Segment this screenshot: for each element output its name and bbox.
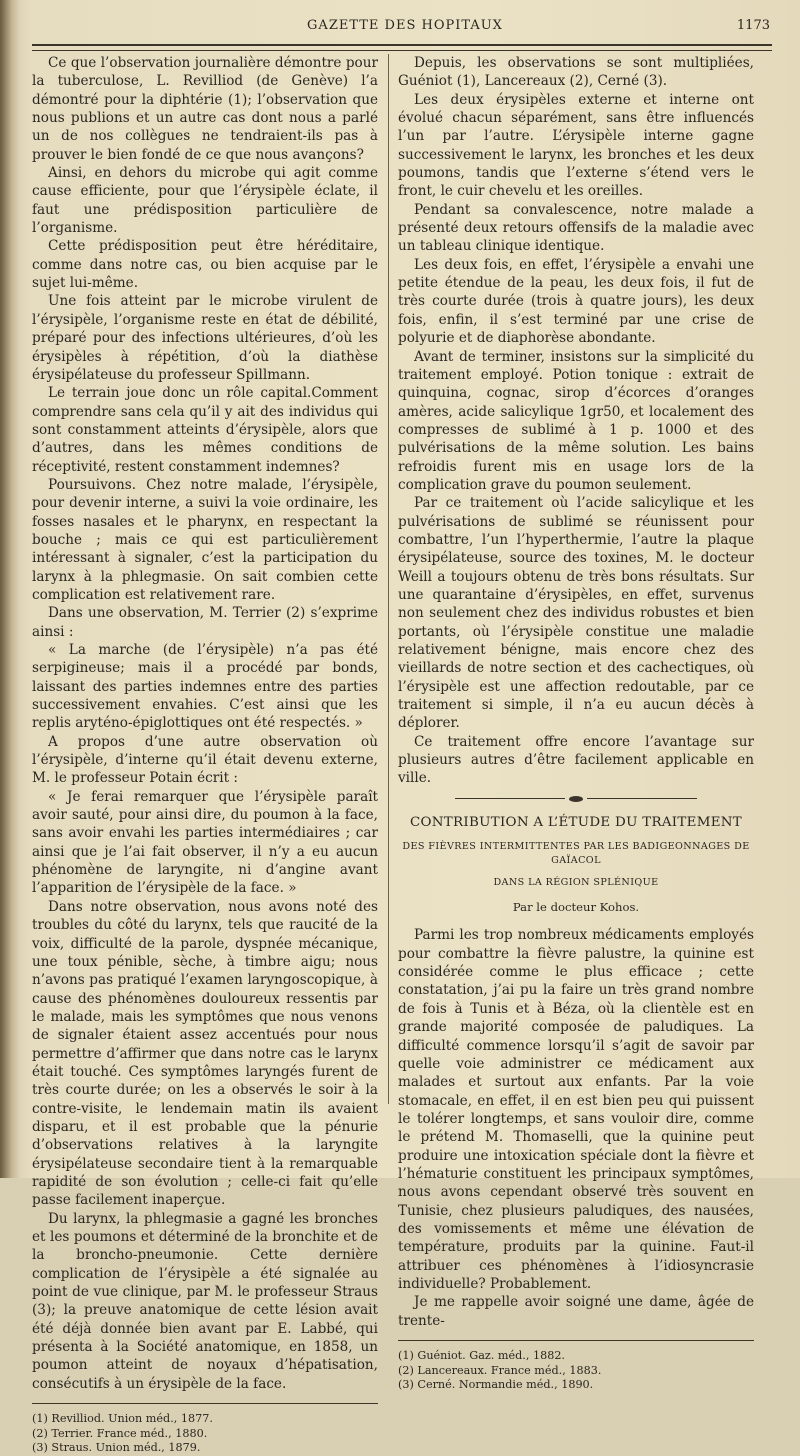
footnote: (1) Revilliod. Union méd., 1877. [32, 1412, 213, 1426]
paragraph: Le terrain joue donc un rôle capital.Comment comprendre sans cela qu’il y ait des individus qui sont constamment atteints d’érysipèle, alors que d’autres, dans les mêmes conditions de réceptivité, restent constamment indemnes? [32, 385, 378, 475]
paragraph: Les deux fois, en effet, l’érysipèle a envahi une petite étendue de la peau, les deux fois, il fut de très courte durée (trois à quatre jours), les deux fois, enfin, il s’est terminé par une crise de polyurie et de diaphorèse abondante. [398, 256, 754, 347]
article-author: Par le docteur Kohos. [512, 900, 640, 915]
paragraph: Par ce traitement où l’acide salicylique et les pulvérisations de sublimé se réunissent pour combattre, l’un l’hyperthermie, l’autre la plaque érysipélateuse, source des toxines, M. le docteur Weill a toujours obtenu de très bons résultats. Sur une quarantaine d’érysipèles, en effet, survenus non seulement chez des individus robustes et bien portants, où l’érysipèle constitue une maladie relativement bénigne, mais encore chez des vieillards de notre section et des cachectiques, où l’érysipèle est une affection redoutable, par ce traitement si simple, il n’a eu aucun décès à déplorer. [398, 495, 754, 732]
paragraph: A propos d’une autre observation où l’érysipèle, d’interne qu’il était devenu externe, M. le professeur Potain écrit : [32, 733, 378, 787]
paragraph: Ce traitement offre encore l’avantage sur plusieurs autres d’être facilement applicable en ville. [398, 733, 754, 787]
page-number: 1173 [736, 18, 770, 33]
paragraph: « La marche (de l’érysipèle) n’a pas été serpigineuse; mais il a procédé par bonds, laissant des parties indemnes entre des parties successivement envahies. C’est ainsi que les replis aryténo-épiglottiques ont été respectés. » [32, 642, 378, 732]
running-head: GAZETTE DES HOPITAUX [307, 18, 503, 33]
paragraph: Parmi les trop nombreux médicaments employés pour combattre la fièvre palustre, la quinine est considérée comme le plus efficace ; cette constatation, j’ai pu la faire un très grand nombre de fois à Tunis et à Béza, où la clientèle est en grande majorité composée de paludiques. La difficulté commence lorsqu’il s’agit de savoir par quelle voie administrer ce médicament aux malades et surtout aux enfants. Par la voie stomacale, en effet, il en est bien peu qui puissent le tolérer longtemps, et sans vouloir dire, comme le prétend M. Thomaselli, que la quinine peut produire une intoxication spéciale dont la fièvre et l’hématurie constituent les principaux symptômes, nous avons cependant observé très souvent en Tunisie, chez plusieurs paludiques, des nausées, des vomissements et même une élévation de température, produits par la quinine. Faut-il attribuer ces phénomènes à l’idiosyncrasie individuelle? Probablement. [398, 927, 754, 1292]
article-subtitle: DANS LA RÉGION SPLÉNIQUE [493, 877, 659, 889]
paragraph: Une fois atteint par le microbe virulent de l’érysipèle, l’organisme reste en état de débilité, préparé pour des infections ultérieures, d’où les érysipèles à répétition, d’où la diathèse érysipélateuse du professeur Spillmann. [32, 293, 378, 383]
paragraph: Cette prédisposition peut être héréditaire, comme dans notre cas, ou bien acquise par le sujet lui-même. [32, 238, 378, 292]
left-column [32, 54, 378, 1456]
header-rule [32, 44, 772, 51]
paragraph: Ce que l’observation journalière démontre pour la tuberculose, L. Revilliod (de Genève) l’a démontré pour la diphtérie (1); l’observation que nous publions et un autre cas dont nous a parlé un de nos collègues ne tendraient-ils pas à prouver le bien fondé de ce que nous avançons? [32, 55, 378, 163]
footnote: (1) Guéniot. Gaz. méd., 1882. [398, 1349, 565, 1362]
article-title: CONTRIBUTION A L’ÉTUDE DU TRAITEMENT [409, 814, 743, 830]
paragraph: Avant de terminer, insistons sur la simplicité du traitement employé. Potion tonique : extrait de quinquina, cognac, sirop d’écorces d’oranges amères, acide salicylique 1gr50, et localement des compresses de sublimé à 1 p. 1000 et des pulvérisations de la même solution. Les bains refroidis furent mis en usage lors de la complication grave du poumon seulement. [398, 348, 754, 493]
page-binding-edge [0, 0, 20, 1178]
paragraph: Depuis, les observations se sont multipliées, Guéniot (1), Lancereaux (2), Cerné (3). [398, 55, 754, 90]
article-subtitle: DES FIÈVRES INTERMITTENTES PAR LES BADIGEONNAGES DE GAÏACOL [402, 841, 750, 867]
paragraph: Du larynx, la phlegmasie a gagné les bronches et les poumons et déterminé de la bronchite et de la broncho-pneumonie. Cette dernière complication de l’érysipèle a été signalée au point de vue clinique, par M. le professeur Straus (3); la preuve anatomique de cette lésion avait été déjà donnée bien avant par E. Labbé, qui présenta à la Société anatomique, en 1858, un poumon atteint de noyaux d’hépatisation, consécutifs à un érysipèle de la face. [32, 1210, 378, 1392]
paragraph: Les deux érysipèles externe et interne ont évolué chacun séparément, sans être influencés l’un par l’autre. L’érysipèle interne gagne successivement le larynx, les bronches et les deux poumons, tandis que l’externe s’étend vers le front, le cuir chevelu et les oreilles. [398, 91, 754, 200]
footnote: (2) Terrier. France méd., 1880. [32, 1426, 208, 1440]
footnote-rule [398, 1340, 754, 1341]
paragraph: « Je ferai remarquer que l’érysipèle paraît avoir sauté, pour ainsi dire, du poumon à la face, sans avoir envahi les parties intermédiaires ; car ainsi que je l’ai fait observer, il n’y a eu aucun phénomène de laryngite, ni d’angine avant l’apparition de l’érysipèle de la face. » [32, 788, 378, 897]
footnote: (3) Straus. Union méd., 1879. [32, 1441, 201, 1455]
column-divider [388, 54, 389, 1104]
footnote: (2) Lancereaux. France méd., 1883. [398, 1363, 602, 1377]
paragraph: Ainsi, en dehors du microbe qui agit comme cause efficiente, pour que l’érysipèle éclate, il faut une prédisposition particulière de l’organisme. [32, 165, 378, 237]
paragraph: Pendant sa convalescence, notre malade a présenté deux retours offensifs de la maladie avec un tableau clinique identique. [398, 201, 754, 255]
footnote: (3) Cerné. Normandie méd., 1890. [398, 1378, 594, 1391]
paragraph: Dans notre observation, nous avons noté des troubles du côté du larynx, tels que raucité de la voix, difficulté de la parole, dyspnée mécanique, une toux pénible, sèche, à timbre aigu; nous n’avons pas pratiqué l’examen laryngoscopique, à cause des phénomènes douloureux ressentis par le malade, mais les symptômes que nous venons de signaler étaient assez accentués pour nous permettre d’affirmer que dans notre cas le larynx était touché. Ces symptômes laryngés furent de très courte durée; on les a observés le soir à la contre-visite, le lendemain matin ils avaient disparu, et il est probable que la pénurie d’observations relatives à la laryngite érysipélateuse secondaire tient à la remarquable rapidité de son évolution ; celle-ci fait qu’elle passe facilement inaperçue. [32, 898, 378, 1209]
right-column [398, 54, 754, 1393]
paragraph: Dans une observation, M. Terrier (2) s’exprime ainsi : [32, 605, 378, 640]
footnote-rule [32, 1403, 378, 1404]
page-header [40, 10, 770, 40]
paragraph: Je me rappelle avoir soigné une dame, âgée de trente- [398, 1294, 754, 1329]
paragraph: Poursuivons. Chez notre malade, l’érysipèle, pour devenir interne, a suivi la voie ordinaire, les fosses nasales et le pharynx, en respectant la bouche ; mais ce qui est particulièrement intéressant à signaler, c’est la participation du larynx à la phlegmasie. On sait combien cette complication est relativement rare. [32, 476, 378, 603]
section-ornament [398, 796, 754, 802]
